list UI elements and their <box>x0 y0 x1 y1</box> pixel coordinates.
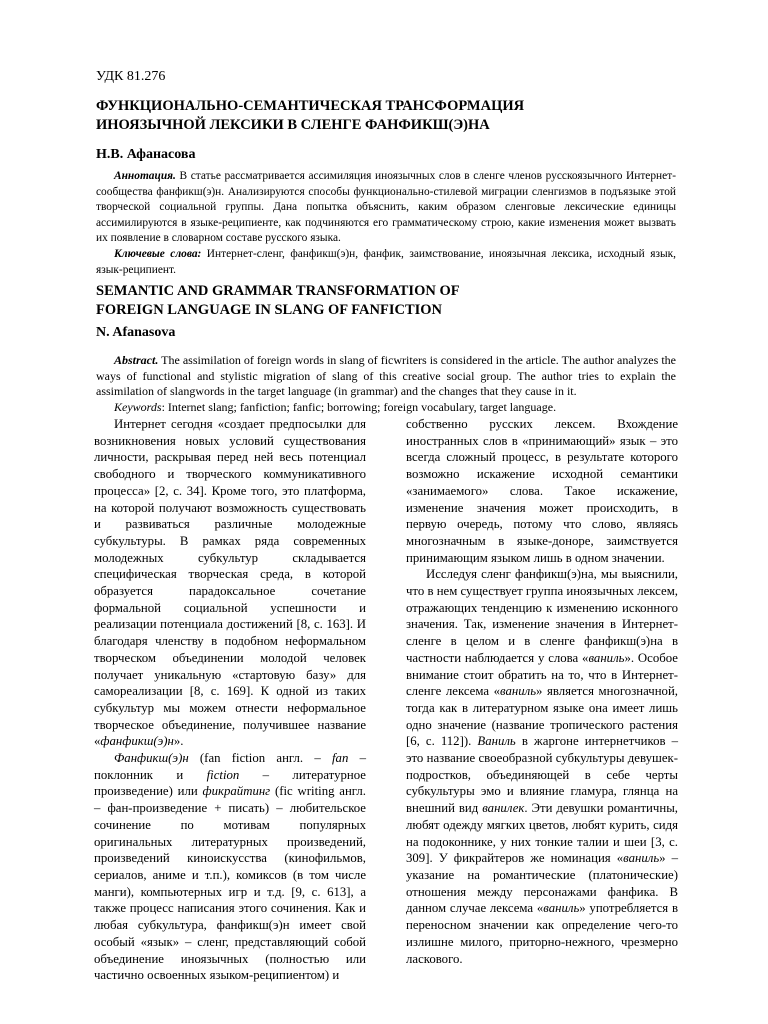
abstract-ru <box>96 169 676 247</box>
title-ru <box>96 97 686 135</box>
abstract-en-label: Abstract. <box>114 353 159 367</box>
abstract-en-block <box>96 353 676 415</box>
abstract-ru-block <box>96 169 676 278</box>
abstract-en <box>96 353 676 400</box>
right-paragraph-1: собственно русских лексем. Вхождение иностранных слов в «принимающий» язык – это всегда сложный процесс, в результате которого возможно искажение исходной семантики «занимаемого» слова. Такое искажение, изменение значения может происходить, в первую очередь, потому что слово, являясь многозначным в языке-доноре, заимствуется принимающим языком лишь в одном значении. <box>406 417 678 565</box>
body-left-column <box>94 416 366 984</box>
keywords-ru-text: Интернет-сленг, фанфикш(э)н, фанфик, заимствование, иноязычная лексика, исходный язык, язык-реципиент. <box>96 247 676 276</box>
term-fanfiction: фанфикш(э)н <box>100 734 174 749</box>
author-en: N. Afanasova <box>96 325 176 340</box>
title-en-line-2: FOREIGN LANGUAGE IN SLANG OF FANFICTION <box>96 302 443 318</box>
term-ficwriting: фикрайтинг <box>202 784 271 799</box>
keywords-ru-label: Ключевые слова: <box>114 247 202 260</box>
title-en <box>96 282 686 320</box>
abstract-ru-label: Аннотация. <box>114 170 176 182</box>
keywords-ru <box>96 247 676 278</box>
keywords-en <box>96 400 676 416</box>
title-ru-line-2: ИНОЯЗЫЧНОЙ ЛЕКСИКИ В СЛЕНГЕ ФАНФИКШ(Э)НА <box>96 117 490 133</box>
abstract-en-text: The assimilation of foreign words in slang of ficwriters is considered in the article. The author analyzes the ways of functional and stylistic migration of slang of this creative social group. The author tries to explain the assimilation of slangwords in the target language (in grammar) and the changes that they cause in it. <box>96 353 676 399</box>
body-right-column <box>406 416 678 967</box>
title-ru-line-1: ФУНКЦИОНАЛЬНО-СЕМАНТИЧЕСКАЯ ТРАНСФОРМАЦИЯ <box>96 98 525 114</box>
abstract-ru-text: В статье рассматривается ассимиляция иноязычных слов в сленге членов русскоязычного Интернет-сообщества фанфикш(э)н. Анализируются способы функционально-стилевой миграции сленгизмов в подъязыке этой творческой социальной группы. Дана попытка объяснить, каким образом сленговые лексические единицы ассимилируются в языке-реципиенте, как подчиняются его грамматическому строю, какие изменения может вызвать их появление в словарном составе русского языка. <box>96 170 676 245</box>
term-fanfiction-2: Фанфикш(э)н <box>114 751 189 766</box>
right-paragraph-2: Исследуя сленг фанфикш(э)на, мы выяснили, что в нем существует группа иноязычных лексем, отражающих тенденцию к изменению исконного значения. Так, изменение значения в Интернет-сленге в целом и в сленге фанфикш(э)на в частности наблюдается у слова «ваниль». Особое внимание стоит обратить на то, что в Интернет-сленге лексема «ваниль» является многозначной, тогда как в литературном языке она имеет лишь одно значение (название тропического растения [6, с. 112]). Ваниль в жаргоне интернетчиков – это название своеобразной субкультуры девушек-подростков, объединяющей в себе черты субкультуры эмо и влияние гламура, глянца на внешний вид ванилек. Эти девушки романтичны, любят одежду мягких цветов, любят курить, сидя на подоконнике, у них тонкие талии и шеи [3, с. 309]. У фикрайтеров же номинация «ваниль» – указание на романтические (платонические) отношения между персонажами фанфика. В данном случае лексема «ваниль» употребляется в переносном значении как определение чего-то излишне милого, приторно-нежного, чрезмерно ласкового. <box>406 567 678 966</box>
author-ru: Н.В. Афанасова <box>96 147 196 162</box>
left-paragraph-1: Интернет сегодня «создает предпосылки для возникновения новых условий существования личности, раскрывая перед ней весь потенциал свободного и творческого коммуникативного процесса» [2, с. 34]. Кроме того, это платформа, на которой получают возможность существовать и развиваться различные молодежные субкультуры. В рамках ряда современных молодежных субкультур складывается специфическая творческая среда, в которой образуется парадоксальное сочетание формальной социальной успешности и реализации потенциала достижений [8, с. 163]. И благодаря членству в подобном неформальном творческом объединении молодой человек получает уникальную «стартовую базу» для самореализации [8, с. 169]. К одной из таких субкультур мы можем отнести неформальное творческое объединение, получившее название «фанфикш(э)н». <box>94 417 366 749</box>
keywords-en-text: : Internet slang; fanfiction; fanfic; borrowing; foreign vocabulary, target language. <box>161 399 557 414</box>
keywords-en-label: Keywords <box>114 399 162 414</box>
title-en-line-1: SEMANTIC AND GRAMMAR TRANSFORMATION OF <box>96 283 460 299</box>
udk-code: УДК 81.276 <box>96 69 166 84</box>
left-paragraph-2: Фанфикш(э)н (fan fiction англ. – fan – поклонник и fiction – литературное произведение) или фикрайтинг (fic writing англ. – фан-произведение + писать) – любительское сочинение по мотивам популярных оригинальных литературных произведений, произведений киноискусства (кинофильмов, сериалов, аниме и т.п.), комиксов (в том числе манги), компьютерных игр и т.д. [9, с. 613], а также процесс написания этого сочинения. Как и любая субкультура, фанфикш(э)н имеет свой особый «язык» – сленг, представляющий собой объединение иноязычных (полностью или частично освоенных языком-реципиентом) и <box>94 751 366 983</box>
